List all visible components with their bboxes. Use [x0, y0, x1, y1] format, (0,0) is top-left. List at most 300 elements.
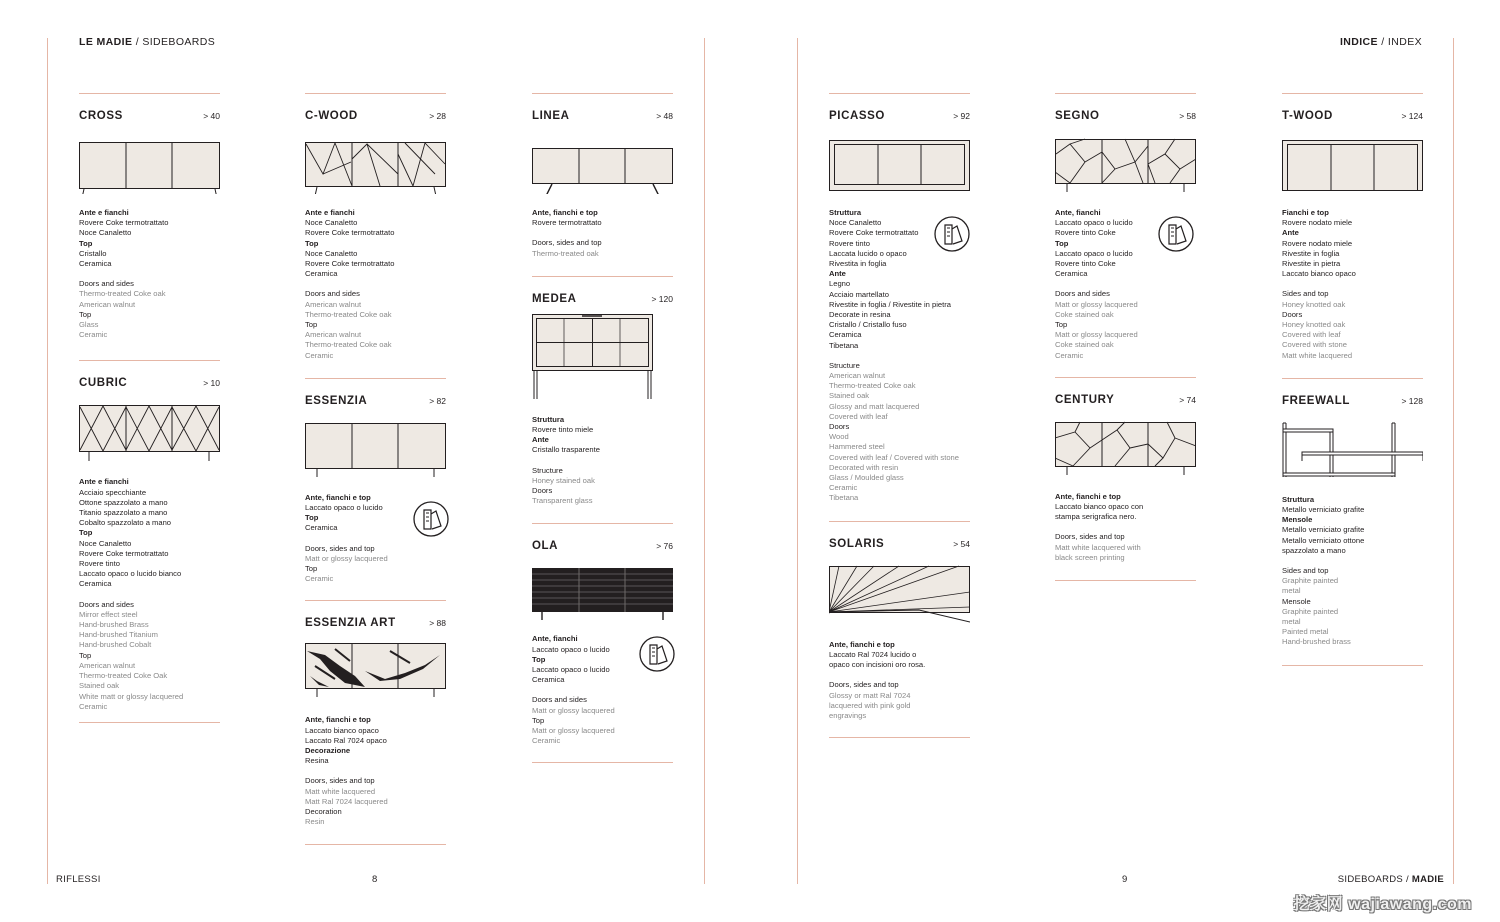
divider	[532, 762, 673, 763]
material-line: Matt or glossy lacquered	[305, 553, 388, 563]
line-gap	[532, 685, 673, 695]
divider	[829, 737, 970, 738]
divider	[305, 93, 446, 94]
material-line: Cristallo / Cristallo fuso	[829, 320, 907, 330]
material-line: black screen printing	[1055, 552, 1125, 562]
material-line: Wood	[829, 432, 849, 442]
divider	[79, 93, 220, 94]
divider	[79, 722, 220, 723]
material-line: American walnut	[305, 299, 362, 309]
material-line: Honey stained oak	[532, 475, 595, 485]
product-title: T-WOOD	[1282, 110, 1333, 122]
material-line: Rovere nodato miele	[1282, 218, 1353, 228]
material-line: Laccato bianco opaco	[1282, 269, 1356, 279]
sideboard-drawing	[305, 134, 446, 194]
material-line: Laccato bianco opaco	[305, 725, 379, 735]
divider	[305, 844, 446, 845]
material-line: Laccata lucido o opaco	[829, 248, 907, 258]
material-line: Thermo-treated Coke oak	[79, 289, 166, 299]
material-line: Struttura	[829, 208, 862, 217]
material-line: Cobalto spazzolato a mano	[79, 518, 172, 528]
material-line: Noce Canaletto	[305, 248, 358, 258]
material-line: Doors and sides	[1055, 289, 1110, 299]
material-list	[305, 715, 446, 827]
product-title: CUBRIC	[79, 377, 128, 390]
material-line: Doors and sides	[79, 599, 134, 609]
material-line: Doors, sides and top	[829, 680, 899, 690]
column-6	[1282, 93, 1423, 666]
material-line: Rovere Coke termotrattato	[305, 259, 395, 269]
material-list	[79, 208, 220, 340]
material-line: Graphite painted	[1282, 606, 1339, 616]
material-line: Laccato opaco o lucido	[532, 665, 610, 675]
material-list	[532, 415, 673, 507]
material-line: Noce Canaletto	[79, 538, 132, 548]
watermark: 挖家网 wajiawang.com	[1293, 896, 1472, 913]
sideboard-drawing	[305, 641, 446, 701]
line-gap	[1055, 522, 1196, 532]
material-line: Rovere tinto	[79, 559, 120, 569]
footer-brand: RIFLESSI	[56, 874, 101, 885]
margin-rule-left	[47, 38, 48, 884]
material-line: Top	[79, 650, 92, 660]
page-reference[interactable]: > 76	[656, 541, 673, 552]
material-line: metal	[1282, 586, 1301, 596]
material-line: Ceramic	[305, 350, 334, 360]
material-line: Ante	[1282, 228, 1299, 238]
footer-section-bold: MADIE	[1411, 874, 1444, 885]
material-line: Laccato opaco o lucido	[1055, 218, 1133, 228]
line-gap	[532, 456, 673, 466]
line-gap	[305, 279, 446, 289]
material-line: Laccato opaco o lucido	[1055, 248, 1133, 258]
material-line: Rovere Coke termotrattato	[305, 228, 395, 238]
page-reference[interactable]: > 58	[1179, 111, 1196, 121]
material-line: Doors	[532, 486, 553, 496]
material-line: Mensole	[1282, 515, 1313, 525]
page-number-left: 8	[372, 874, 378, 885]
material-line: Thermo-treated Coke oak	[305, 340, 392, 350]
material-line: Ottone spazzolato a mano	[79, 497, 168, 507]
line-gap	[79, 590, 220, 600]
material-line: Ante, fianchi e top	[305, 715, 371, 725]
sideboard-drawing	[79, 134, 220, 194]
material-line: Hand-brushed Brass	[79, 620, 149, 630]
material-line: Doors	[1282, 309, 1303, 319]
product-picasso[interactable]	[829, 93, 970, 522]
material-line: Matt or glossy lacquered	[1055, 299, 1138, 309]
material-line: Laccato bianco opaco con	[1055, 502, 1144, 512]
divider	[532, 276, 673, 277]
sideboard-drawing	[532, 313, 673, 401]
divider	[1055, 377, 1196, 378]
material-line: Mensole	[1282, 596, 1311, 606]
material-line: Covered with leaf / Covered with stone	[829, 452, 960, 462]
material-line: Laccato Ral 7024 opaco	[305, 735, 387, 745]
material-line: Doors, sides and top	[305, 543, 375, 553]
product-solaris[interactable]	[829, 538, 970, 738]
material-line: Decorated with resin	[829, 462, 899, 472]
material-line: Rovere Coke termotrattato	[79, 548, 169, 558]
material-line: Covered with leaf	[1282, 330, 1341, 340]
page-reference[interactable]: > 82	[429, 395, 446, 406]
material-line: Ante e fianchi	[79, 208, 129, 217]
material-line: Rovere tinto Coke	[1055, 259, 1116, 269]
material-line: Matt or glossy lacquered	[1055, 330, 1138, 340]
material-line: Thermo-treated Coke oak	[829, 381, 916, 391]
product-title: ESSENZIA ART	[305, 617, 396, 630]
material-list	[305, 208, 446, 361]
material-line: Rivestite in foglia / Rivestite in pietra	[829, 299, 951, 309]
divider	[305, 378, 446, 379]
product-essenzia-art[interactable]	[305, 617, 446, 844]
material-line: Sides and top	[1282, 566, 1329, 576]
line-gap	[1282, 279, 1423, 289]
material-line: Rovere Coke termotrattato	[79, 218, 169, 228]
product-t-wood[interactable]	[1282, 93, 1423, 379]
divider	[1055, 93, 1196, 94]
material-line: Ante, fianchi e top	[829, 639, 895, 649]
line-gap	[829, 670, 970, 680]
gutter-rule-left	[704, 38, 705, 884]
material-line: Ceramica	[1055, 269, 1088, 279]
page-number-right: 9	[1122, 874, 1128, 885]
divider	[829, 521, 970, 522]
material-line: Hand-brushed Titanium	[79, 630, 158, 640]
material-line: Stained oak	[829, 391, 870, 401]
index-subtitle: INDEX	[1387, 36, 1422, 48]
material-line: Decoration	[305, 807, 342, 817]
product-medea[interactable]	[532, 293, 673, 525]
material-line: Metallo verniciato ottone	[1282, 535, 1365, 545]
material-line: Ceramica	[532, 675, 565, 685]
material-list	[829, 640, 970, 721]
page-reference[interactable]: > 88	[429, 618, 446, 629]
material-line: Ceramic	[79, 701, 108, 711]
material-line: Metallo verniciato grafite	[1282, 525, 1365, 535]
material-line: Noce Canaletto	[79, 228, 132, 238]
column-3	[532, 93, 673, 763]
header-separator: /	[1377, 36, 1388, 48]
page-reference[interactable]: > 28	[429, 111, 446, 121]
material-line: Doors, sides and top	[532, 238, 602, 248]
divider	[532, 93, 673, 94]
divider	[532, 523, 673, 524]
material-line: Doors and sides	[305, 289, 360, 299]
page-reference[interactable]: > 48	[656, 111, 673, 121]
material-line: Top	[1055, 238, 1069, 248]
material-line: Doors, sides and top	[305, 776, 375, 786]
material-line: Top	[305, 513, 319, 523]
material-list	[1282, 495, 1423, 648]
line-gap	[79, 269, 220, 279]
color-palette-icon	[413, 501, 449, 537]
column-2	[305, 93, 446, 845]
material-line: Ceramica	[79, 579, 112, 589]
material-line: Thermo-treated Coke oak	[305, 309, 392, 319]
material-line: Ante, fianchi e top	[1055, 491, 1121, 501]
product-cubric[interactable]	[79, 377, 220, 722]
material-line: American walnut	[79, 660, 136, 670]
material-line: Graphite painted	[1282, 576, 1339, 586]
material-line: Matt white lacquered	[305, 786, 376, 796]
material-line: Matt white lacquered with	[1055, 542, 1141, 552]
sideboard-drawing	[532, 564, 673, 620]
material-line: Decorate in resina	[829, 310, 891, 320]
material-line: Structure	[829, 360, 860, 370]
material-line: Structure	[532, 465, 563, 475]
page-reference[interactable]: > 120	[651, 293, 673, 304]
material-line: Rovere tinto	[829, 238, 870, 248]
sideboard-drawing	[1055, 418, 1196, 478]
color-palette-icon	[934, 216, 970, 252]
material-line: Acciaio martellato	[829, 289, 889, 299]
material-line: Noce Canaletto	[829, 218, 882, 228]
material-line: Covered with stone	[1282, 340, 1348, 350]
product-century[interactable]	[1055, 394, 1196, 581]
page-reference[interactable]: > 74	[1179, 394, 1196, 405]
material-line: Cristallo trasparente	[532, 445, 600, 455]
color-palette-icon	[1158, 216, 1194, 252]
material-line: Top	[79, 528, 93, 538]
line-gap	[1282, 556, 1423, 566]
line-gap	[305, 766, 446, 776]
material-line: Mirror effect steel	[79, 609, 138, 619]
material-line: Thermo-treated oak	[532, 248, 599, 258]
material-line: Glossy and matt lacquered	[829, 401, 920, 411]
material-line: Ceramica	[79, 259, 112, 269]
margin-rule-right	[1453, 38, 1454, 884]
material-line: Rovere termotrattato	[532, 218, 602, 228]
product-title: PICASSO	[829, 110, 885, 122]
color-palette-icon	[639, 636, 675, 672]
material-line: Rivestita in foglia	[829, 259, 887, 269]
material-line: Cristallo	[79, 248, 107, 258]
material-line: Hammered steel	[829, 442, 885, 452]
material-line: Matt or glossy lacquered	[532, 705, 615, 715]
material-line: Noce Canaletto	[305, 218, 358, 228]
material-line: Laccato Ral 7024 lucido o	[829, 649, 917, 659]
material-line: Ceramica	[829, 330, 862, 340]
page-reference[interactable]: > 128	[1401, 395, 1423, 406]
material-line: Coke stained oak	[1055, 309, 1114, 319]
material-line: Ceramic	[1055, 350, 1084, 360]
material-list	[79, 477, 220, 711]
product-ola[interactable]	[532, 540, 673, 763]
column-1	[79, 93, 220, 723]
material-line: Ante, fianchi e top	[305, 492, 371, 502]
material-line: Fianchi e top	[1282, 208, 1329, 217]
page-reference[interactable]: > 92	[953, 111, 970, 121]
product-title: CROSS	[79, 110, 123, 122]
material-line: Ceramica	[305, 523, 338, 533]
material-line: Struttura	[1282, 494, 1315, 504]
page-reference[interactable]: > 54	[953, 538, 970, 549]
material-line: American walnut	[305, 330, 362, 340]
line-gap	[1055, 279, 1196, 289]
divider	[79, 360, 220, 361]
product-c-wood[interactable]	[305, 93, 446, 379]
page-reference[interactable]: > 40	[203, 111, 220, 121]
section-title: LE MADIE	[79, 36, 133, 48]
material-line: stampa serigrafica nero.	[1055, 512, 1137, 522]
sideboard-drawing	[532, 134, 673, 194]
material-line: Resin	[305, 817, 325, 827]
material-line: engravings	[829, 710, 867, 720]
material-line: Glass / Moulded glass	[829, 473, 904, 483]
material-line: Rivestite in pietra	[1282, 259, 1341, 269]
shelf-drawing	[1282, 419, 1423, 481]
material-line: opaco con incisioni oro rosa.	[829, 660, 926, 670]
material-line: Rovere tinto Coke	[1055, 228, 1116, 238]
line-gap	[829, 351, 970, 361]
page-reference[interactable]: > 124	[1401, 111, 1423, 121]
material-line: Ante, fianchi	[532, 634, 578, 644]
material-line: Ante e fianchi	[79, 477, 129, 487]
material-line: Ante, fianchi e top	[532, 208, 598, 217]
material-line: Top	[305, 238, 319, 248]
product-cross[interactable]	[79, 93, 220, 361]
material-line: Laccato opaco o lucido	[532, 644, 610, 654]
section-header-right	[1340, 36, 1422, 48]
gutter-rule-right	[797, 38, 798, 884]
sideboard-drawing	[829, 562, 970, 626]
material-line: metal	[1282, 617, 1301, 627]
material-line: Hand-brushed Cobalt	[79, 640, 152, 650]
material-line: Rivestite in foglia	[1282, 248, 1340, 258]
material-line: Doors	[829, 422, 850, 432]
material-line: Decorazione	[305, 746, 351, 756]
material-line: Ceramic	[79, 330, 108, 340]
divider	[1282, 665, 1423, 666]
material-line: Tibetana	[829, 340, 859, 350]
material-line: Transparent glass	[532, 496, 593, 506]
material-line: Resina	[305, 756, 329, 766]
material-line: Tibetana	[829, 493, 859, 503]
material-line: Matt Ral 7024 lacquered	[305, 796, 388, 806]
material-line: Glass	[79, 320, 99, 330]
product-title: FREEWALL	[1282, 394, 1351, 407]
material-line: Matt white lacquered	[1282, 350, 1353, 360]
product-title: ESSENZIA	[305, 394, 368, 407]
material-line: Coke stained oak	[1055, 340, 1114, 350]
material-list	[532, 208, 673, 259]
material-line: Laccato opaco o lucido	[305, 503, 383, 513]
material-line: American walnut	[79, 299, 136, 309]
product-title: C-WOOD	[305, 110, 358, 122]
divider	[1055, 580, 1196, 581]
material-line: American walnut	[829, 371, 886, 381]
material-line: Ante	[532, 435, 549, 445]
material-line: spazzolato a mano	[1282, 545, 1346, 555]
line-gap	[532, 228, 673, 238]
material-line: Rovere nodato miele	[1282, 238, 1353, 248]
product-linea[interactable]	[532, 93, 673, 277]
column-5	[1055, 93, 1196, 581]
material-line: Doors, sides and top	[1055, 532, 1125, 542]
header-separator: /	[132, 36, 143, 48]
sideboard-drawing	[79, 401, 220, 463]
sideboard-drawing	[1282, 134, 1423, 194]
divider	[1282, 378, 1423, 379]
product-title: MEDEA	[532, 292, 577, 305]
material-line: lacquered with pink gold	[829, 700, 911, 710]
divider	[305, 600, 446, 601]
material-line: Legno	[829, 279, 851, 289]
material-list	[1282, 208, 1423, 361]
material-line: Honey knotted oak	[1282, 299, 1346, 309]
material-line: Ceramica	[305, 269, 338, 279]
material-line: Ante, fianchi	[1055, 208, 1101, 217]
material-line: Sides and top	[1282, 289, 1329, 299]
material-line: Top	[79, 309, 92, 319]
material-line: Top	[305, 564, 318, 574]
material-line: Laccato opaco o lucido bianco	[79, 569, 182, 579]
material-line: Matt or glossy lacquered	[532, 726, 615, 736]
material-line: Doors and sides	[79, 279, 134, 289]
sideboard-drawing	[305, 419, 446, 479]
product-title: SEGNO	[1055, 110, 1100, 122]
section-subtitle: SIDEBOARDS	[142, 36, 216, 48]
page-reference[interactable]: > 10	[203, 378, 220, 389]
material-line: Acciaio specchiante	[79, 487, 147, 497]
material-line: Ante e fianchi	[305, 208, 355, 217]
material-line: Struttura	[532, 414, 565, 424]
material-line: Ante	[829, 269, 846, 279]
section-header-left	[79, 36, 215, 48]
product-title: CENTURY	[1055, 393, 1115, 406]
material-line: Top	[532, 654, 546, 664]
sideboard-drawing	[1055, 134, 1196, 194]
material-line: Ceramic	[532, 736, 561, 746]
product-title: SOLARIS	[829, 537, 885, 550]
material-line: Glossy or matt Ral 7024	[829, 690, 911, 700]
material-line: Stained oak	[79, 681, 120, 691]
column-4	[829, 93, 970, 738]
material-line: Covered with leaf	[829, 411, 888, 421]
footer-section-light: SIDEBOARDS /	[1337, 874, 1412, 885]
material-line: Thermo-treated Coke Oak	[79, 671, 168, 681]
material-line: White matt or glossy lacquered	[79, 691, 184, 701]
divider	[829, 93, 970, 94]
sideboard-drawing	[829, 134, 970, 194]
material-list	[1055, 492, 1196, 563]
product-freewall[interactable]	[1282, 395, 1423, 666]
footer-section	[1338, 874, 1444, 885]
material-list	[829, 208, 970, 504]
material-line: Top	[532, 715, 545, 725]
product-title: OLA	[532, 540, 559, 553]
material-line: Honey knotted oak	[1282, 320, 1346, 330]
material-line: Metallo verniciato grafite	[1282, 505, 1365, 515]
material-line: Ceramic	[829, 483, 858, 493]
material-line: Top	[1055, 320, 1068, 330]
product-title: LINEA	[532, 110, 570, 122]
material-line: Rovere tinto miele	[532, 425, 594, 435]
material-line: Doors and sides	[532, 695, 587, 705]
material-line: Top	[79, 238, 93, 248]
index-title: INDICE	[1339, 36, 1378, 48]
material-line: Top	[305, 320, 318, 330]
product-segno[interactable]	[1055, 93, 1196, 378]
material-line: Rovere Coke termotrattato	[829, 228, 919, 238]
divider	[1282, 93, 1423, 94]
material-line: Ceramic	[305, 574, 334, 584]
material-line: Painted metal	[1282, 627, 1329, 637]
material-line: Titanio spazzolato a mano	[79, 508, 168, 518]
material-line: Hand-brushed brass	[1282, 637, 1351, 647]
product-essenzia[interactable]	[305, 395, 446, 602]
